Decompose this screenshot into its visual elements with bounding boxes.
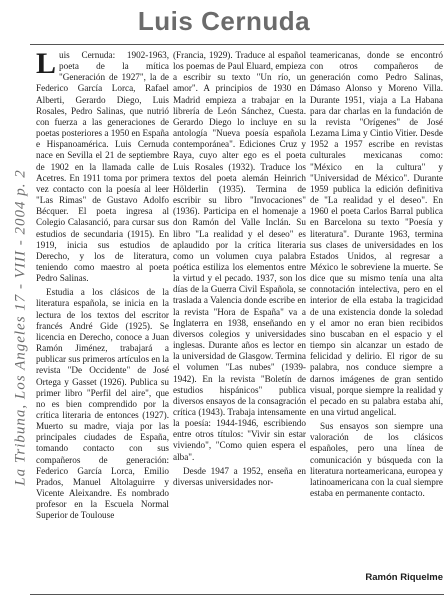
article-column-3 [310,50,443,502]
paragraph-1-text: uis Cernuda: 1902-1963, poeta de la mítica "Generación de 1927", la de Federico García Lorca, Rafael Alberti, Gerardo Diego, Luis Rosales, Pedro Salinas, que nutrió con fuerza a las generaciones de poetas posteriores a 1950 en España e Hispanoamérica. Luis Cernuda nace en Sevilla el 21 de septiembre de 1902 en la llamada calle de Acetres. En 1911 toma por primera vez contacto con la poesía al leer "Las Rimas" de Gustavo Adolfo Bécquer. El poeta ingresa al Colegio Calasanció, para cursar sus estudios de secundaria (1915). En 1919, inicia sus estudios de Derecho, y los de literatura, teniendo como maestro al poeta Pedro Salinas. [36,50,169,284]
source-note-text: La Tribuna, Los Angeles 17 - VIII - 2004 p. 2 [12,168,29,486]
paragraph-2: Estudia a los clásicos de la literatura española, se inicia en la lectura de los textos del escritor francés André Gide (1925). Se licencia en Derecho, conoce a Juan Ramón Jiménez, trabajará a publicar sus primeros artículos en la revista "De Occidente" de José Ortega y Gasset (1926). Publica su primer libro "Perfil del aire", que no es bien comprendido por la crítica literaria de entonces (1927). Muerto su madre, viaja por las principales ciudades de España, tomando contacto con sus compañeros de generación: Federico García Lorca, Emilio Prados, Manuel Altolaguirre y Vicente Aleixandre. Es nombrado profesor en la Escuela Normal Superior de Toulouse [36,287,169,521]
paragraph-5: teamericanas, donde se encontró con otros compañeros de generación como Pedro Salinas, Dámaso Alonso y Moreno Villa. Durante 1951, viaja a La Habana para dar charlas en la fundación de la revista "Orígenes" de José Lezama Lima y Cintio Vitier. Desde 1952 a 1957 escribe en revistas culturales mexicanas como: "México en la cultura" y "Universidad de México". Durante 1959 publica la edición definitiva de "La realidad y el deseo". En 1960 el poeta Carlos Barral publica en Barcelona su texto "Poesía y literatura". Durante 1963, termina sus clases de universidades en los Estados Unidos, al regresar a México le sobreviene la muerte. Se dice que su mismo tenía una alta connotación intelectiva, pero en el interior de ella estaba la tragicidad de una existencia donde la soledad y el amor no eran bien recibidos sino buscaban en el espacio y el tiempo sin alcanzar un estado de felicidad y delirio. El rigor de su palabra, nos conduce siempre a darnos imágenes de gran sentido visual, porque siempre la realidad y el pecado en su palabra estaba ahí, en una virtud angelical. [310,50,443,417]
author-byline: Ramón Riquelme [365,572,443,583]
article-column-1 [36,47,169,525]
paragraph-1 [36,47,169,284]
article-column-2 [173,50,306,491]
paragraph-3: (Francia, 1929). Traduce al español los poemas de Paul Eluard, empieza a escribir su texto "Un río, un amor". A principios de 1930 en Madrid empieza a trabajar en la librería de León Sánchez, Cuesta. Gerardo Diego lo incluye en su antología "Nueva poesía española contemporánea". Ediciones Cruz y Raya, cuyo alter ego es el poeta Luis Rosales (1932). Traduce los textos del poeta alemán Heinrich Hölderlin (1935). Termina de escribir su libro "Invocaciones" (1936). Participa en el homenaje a don Ramón del Valle Inclán. Su libro "La realidad y el deseo" es aplaudido por la crítica literaria como un volumen cuya palabra poética estiliza los elementos entre la virtud y el pecado. 1937, son los días de la Guerra Civil Española, se traslada a Valencia donde escribe en la revista "Hora de España" va a Inglaterra en 1938, enseñando en diversos colegios y universidades inglesas. Durante años es lector en la universidad de Glasgow. Termina el volumen "Las nubes" (1939-1942). En la revista "Boletín de estudios hispánicos" publica diversos ensayos de la consagración crítica (1943). Trabaja intensamente la poesía: 1944-1946, escribiendo entre otros títulos: "Vivir sin estar viviendo", "Como quien espera el alba". [173,50,306,462]
handwritten-source-note [12,62,30,592]
bottom-rule [30,594,444,595]
paragraph-4: Desde 1947 a 1952, enseña en diversas universidades nor- [173,465,306,487]
article-title: Luis Cernuda [137,6,311,36]
paragraph-6: Sus ensayos son siempre una valoración de los clásicos españoles, pero una línea de comunicación y búsqueda con la literatura norteamericana, europea y latinoamericana con la cual siempre estaba en permanente contacto. [310,421,443,499]
drop-cap: L [36,47,57,80]
top-rule [30,44,444,45]
